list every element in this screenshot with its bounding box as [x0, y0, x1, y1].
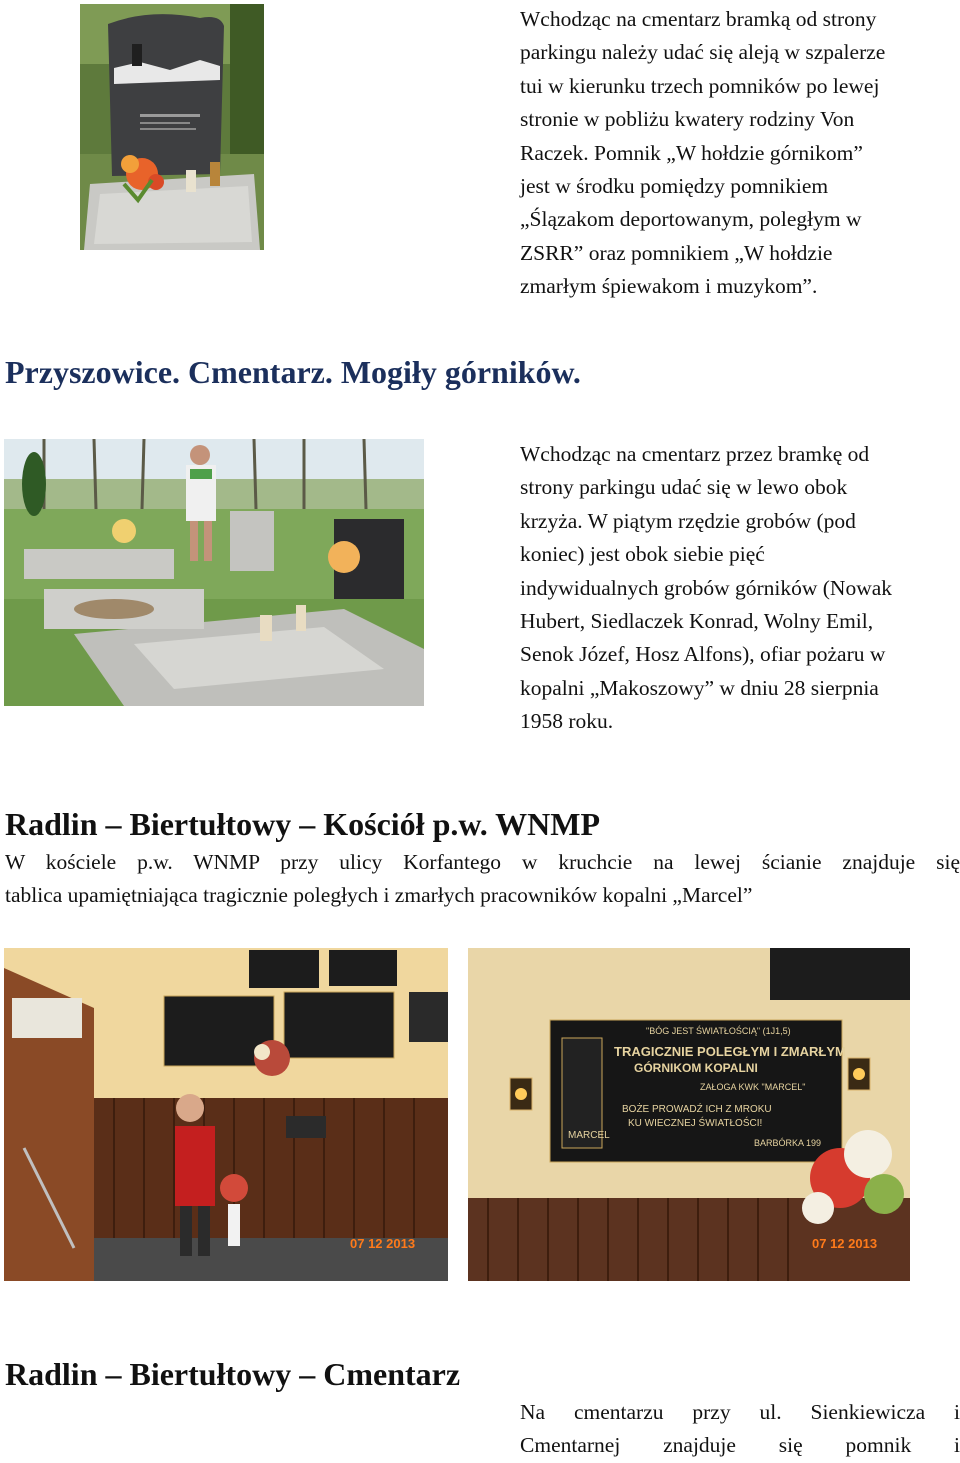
plaque-line: BARBÓRKA 199 [754, 1138, 822, 1148]
text-line: jest w środku pomiędzy pomnikiem [520, 174, 829, 199]
photo-date-stamp: 07 12 2013 [812, 1236, 878, 1251]
plaque-line: BOŻE PROWADŹ ICH Z MROKU [622, 1104, 772, 1115]
section4-heading: Radlin – Biertułtowy – Cmentarz [5, 1356, 461, 1392]
plaque-line: GÓRNIKOM KOPALNI [634, 1061, 758, 1075]
section2-heading: Przyszowice. Cmentarz. Mogiły górników. [5, 354, 581, 390]
church-vestibule-photo [4, 948, 448, 1281]
section4-paragraph [520, 1396, 960, 1463]
text-line: koniec) jest obok siebie pięć [520, 542, 765, 567]
section3-paragraph [5, 846, 960, 913]
memorial-plaque-photo [468, 948, 910, 1281]
text-line: parkingu należy udać się aleją w szpalerze [520, 40, 886, 65]
plaque-line: KU WIECZNEJ ŚWIATŁOŚCI! [628, 1118, 763, 1129]
text-line: Hubert, Siedlaczek Konrad, Wolny Emil, [520, 609, 874, 634]
text-line: ZSRR” oraz pomnikiem „W hołdzie [520, 240, 833, 265]
text-line: „Ślązakom deportowanym, poległym w [520, 207, 862, 232]
text-line: stronie w pobliżu kwatery rodziny Von [520, 107, 855, 132]
plaque-motto: "BÓG JEST ŚWIATŁOŚCIĄ" (1J1,5) [646, 1026, 791, 1036]
section3-heading: Radlin – Biertułtowy – Kościół p.w. WNMP [5, 806, 600, 842]
monument-photo [80, 4, 264, 250]
plaque-line: TRAGICZNIE POLEGŁYM I ZMARŁYM [614, 1044, 846, 1059]
graves-photo [4, 439, 424, 706]
section2-paragraph [520, 438, 960, 739]
section1-paragraph [520, 3, 960, 304]
text-line: W kościele p.w. WNMP przy ulicy Korfantego w kruchcie na lewej ścianie znajduje się [5, 850, 960, 874]
text-line: Raczek. Pomnik „W hołdzie górnikom” [520, 140, 863, 165]
text-line: Wchodząc na cmentarz przez bramkę od [520, 442, 870, 466]
text-line: zmarłym śpiewakom i muzykom”. [520, 274, 818, 299]
text-line: indywidualnych grobów górników (Nowak [520, 575, 893, 600]
text-line: Na cmentarzu przy ul. Sienkiewicza i [520, 1400, 960, 1424]
text-line: 1958 roku. [520, 709, 614, 734]
text-line: tablica upamiętniająca tragicznie poległych i zmarłych pracowników kopalni „Marcel” [5, 883, 753, 908]
plaque-logo: MARCEL [568, 1130, 610, 1141]
plaque-line: ZAŁOGA KWK "MARCEL" [700, 1082, 806, 1092]
text-line: krzyża. W piątym rzędzie grobów (pod [520, 508, 856, 533]
text-line: Cmentarnej znajduje się pomnik i [520, 1433, 960, 1458]
text-line: kopalni „Makoszowy” w dniu 28 sierpnia [520, 675, 879, 700]
text-line: strony parkingu udać się w lewo obok [520, 475, 848, 500]
text-line: Wchodząc na cmentarz bramką od strony [520, 7, 877, 31]
text-line: tui w kierunku trzech pomników po lewej [520, 73, 880, 98]
photo-date-stamp: 07 12 2013 [350, 1236, 416, 1251]
text-line: Senok Józef, Hosz Alfons), ofiar pożaru w [520, 642, 886, 667]
